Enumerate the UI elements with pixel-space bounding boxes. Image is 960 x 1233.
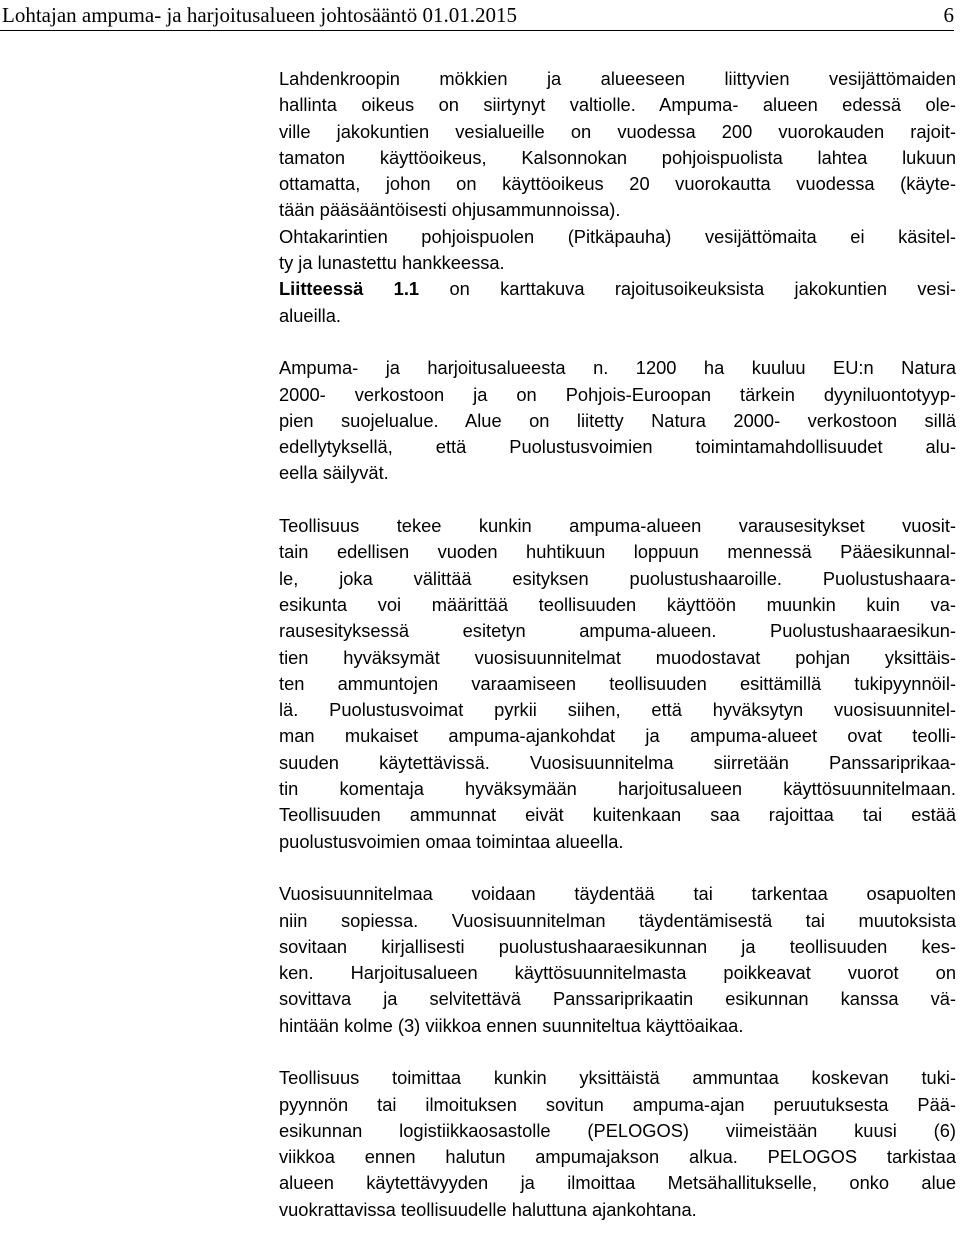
text-line: tien hyväksymät vuosisuunnitelmat muodostavat pohjan yksittäis-	[279, 646, 956, 668]
text-line: le, joka välittää esityksen puolustushaaroille. Puolustushaara-	[279, 567, 956, 589]
text-line: lä. Puolustusvoimat pyrkii siihen, että hyväksytyn vuosisuunnitel-	[279, 699, 956, 721]
text-line: pien suojelualue. Alue on liitetty Natura 2000- verkostoon sillä	[279, 409, 956, 431]
text-line: Ampuma- ja harjoitusalueesta n. 1200 ha kuuluu EU:n Natura	[279, 357, 956, 379]
text-line: Teollisuus tekee kunkin ampuma-alueen varausesitykset vuosit-	[279, 515, 956, 537]
page-header	[0, 0, 960, 32]
paragraph-spacer	[279, 487, 956, 513]
text-line: suuden käytettävissä. Vuosisuunnitelma siirretään Panssariprikaa-	[279, 751, 956, 773]
text-line: ville jakokuntien vesialueille on vuodessa 200 vuorokauden rajoit-	[279, 120, 956, 142]
text-line: eella säilyvät.	[279, 462, 389, 484]
paragraph-natura	[279, 355, 956, 486]
text-line: hintään kolme (3) viikkoa ennen suunniteltua käyttöaikaa.	[279, 1014, 744, 1036]
paragraph-plan-changes	[279, 881, 956, 1039]
text-line: ty ja lunastettu hankkeessa.	[279, 252, 505, 274]
text-line: esikunnan logistiikkaosastolle (PELOGOS) viimeistään kuusi (6)	[279, 1119, 956, 1141]
text-line: Teollisuuden ammunnat eivät kuitenkaan saa rajoittaa tai estää	[279, 804, 956, 826]
text-line: tamaton käyttöoikeus, Kalsonnokan pohjoispuolista lahtea lukuun	[279, 146, 956, 168]
document-title: Lohtajan ampuma- ja harjoitusalueen johtosääntö 01.01.2015	[2, 3, 517, 27]
text-line: vuokrattavissa teollisuudelle haluttuna ajankohtana.	[279, 1198, 697, 1220]
text-line: 2000- verkostoon ja on Pohjois-Euroopan tärkein dyyniluontotyyp-	[279, 383, 956, 405]
paragraph-spacer	[279, 329, 956, 355]
text-line: rausesityksessä esitetyn ampuma-alueen. Puolustushaaraesikun-	[279, 620, 956, 642]
header-divider	[0, 30, 954, 31]
text-line: tin komentaja hyväksymään harjoitusalueen käyttösuunnitelmaan.	[279, 778, 956, 800]
text-line: tain edellisen vuoden huhtikuun loppuun mennessä Pääesikunnal-	[279, 541, 956, 563]
paragraph-spacer	[279, 855, 956, 881]
text-line: sovittava ja selvitettävä Panssariprikaatin esikunnan kanssa vä-	[279, 988, 956, 1010]
text-line: puolustusvoimien omaa toimintaa alueella.	[279, 830, 624, 852]
text-line: Ohtakarintien pohjoispuolen (Pitkäpauha) vesijättömaita ei käsitel-	[279, 225, 956, 247]
paragraph-land-rights	[279, 66, 956, 329]
text-fragment: on karttakuva rajoitusoikeuksista jakokuntien vesi-	[419, 278, 956, 300]
paragraph-industry-reservations	[279, 513, 956, 855]
attachment-reference: Liitteessä 1.1	[279, 278, 420, 300]
page-number: 6	[943, 3, 954, 27]
text-line: Teollisuus toimittaa kunkin yksittäistä ammuntaa koskevan tuki-	[279, 1067, 956, 1089]
text-line: ten ammuntojen varaamiseen teollisuuden esittämillä tukipyynnöil-	[279, 672, 956, 694]
text-line: pyynnön tai ilmoituksen sovitun ampuma-ajan peruutuksesta Pää-	[279, 1093, 956, 1115]
text-line: viikkoa ennen halutun ampumajakson alkua. PELOGOS tarkistaa	[279, 1146, 956, 1168]
text-line: tään pääsääntöisesti ohjusammunnoissa).	[279, 199, 621, 221]
text-line: niin sopiessa. Vuosisuunnitelman täydentämisestä tai muutoksista	[279, 909, 956, 931]
text-line: man mukaiset ampuma-ajankohdat ja ampuma-alueet ovat teolli-	[279, 725, 956, 747]
text-line: edellytyksellä, että Puolustusvoimien toimintamahdollisuudet alu-	[279, 436, 956, 458]
paragraph-support-requests	[279, 1065, 956, 1223]
text-line	[279, 276, 956, 302]
text-line: alueen käytettävyyden ja ilmoittaa Metsähallitukselle, onko alue	[279, 1172, 956, 1194]
text-line: ken. Harjoitusalueen käyttösuunnitelmasta poikkeavat vuorot on	[279, 962, 956, 984]
document-body	[279, 66, 956, 1223]
text-line: ottamatta, johon on käyttöoikeus 20 vuorokautta vuodessa (käyte-	[279, 173, 956, 195]
text-line: hallinta oikeus on siirtynyt valtiolle. Ampuma- alueen edessä ole-	[279, 94, 956, 116]
text-line: alueilla.	[279, 304, 341, 326]
paragraph-spacer	[279, 1039, 956, 1065]
text-line: Vuosisuunnitelmaa voidaan täydentää tai tarkentaa osapuolten	[279, 883, 956, 905]
text-line: esikunta voi määrittää teollisuuden käyttöön muunkin kuin va-	[279, 593, 956, 615]
text-line: sovitaan kirjallisesti puolustushaaraesikunnan ja teollisuuden kes-	[279, 935, 956, 957]
text-line: Lahdenkroopin mökkien ja alueeseen liittyvien vesijättömaiden	[279, 68, 956, 89]
